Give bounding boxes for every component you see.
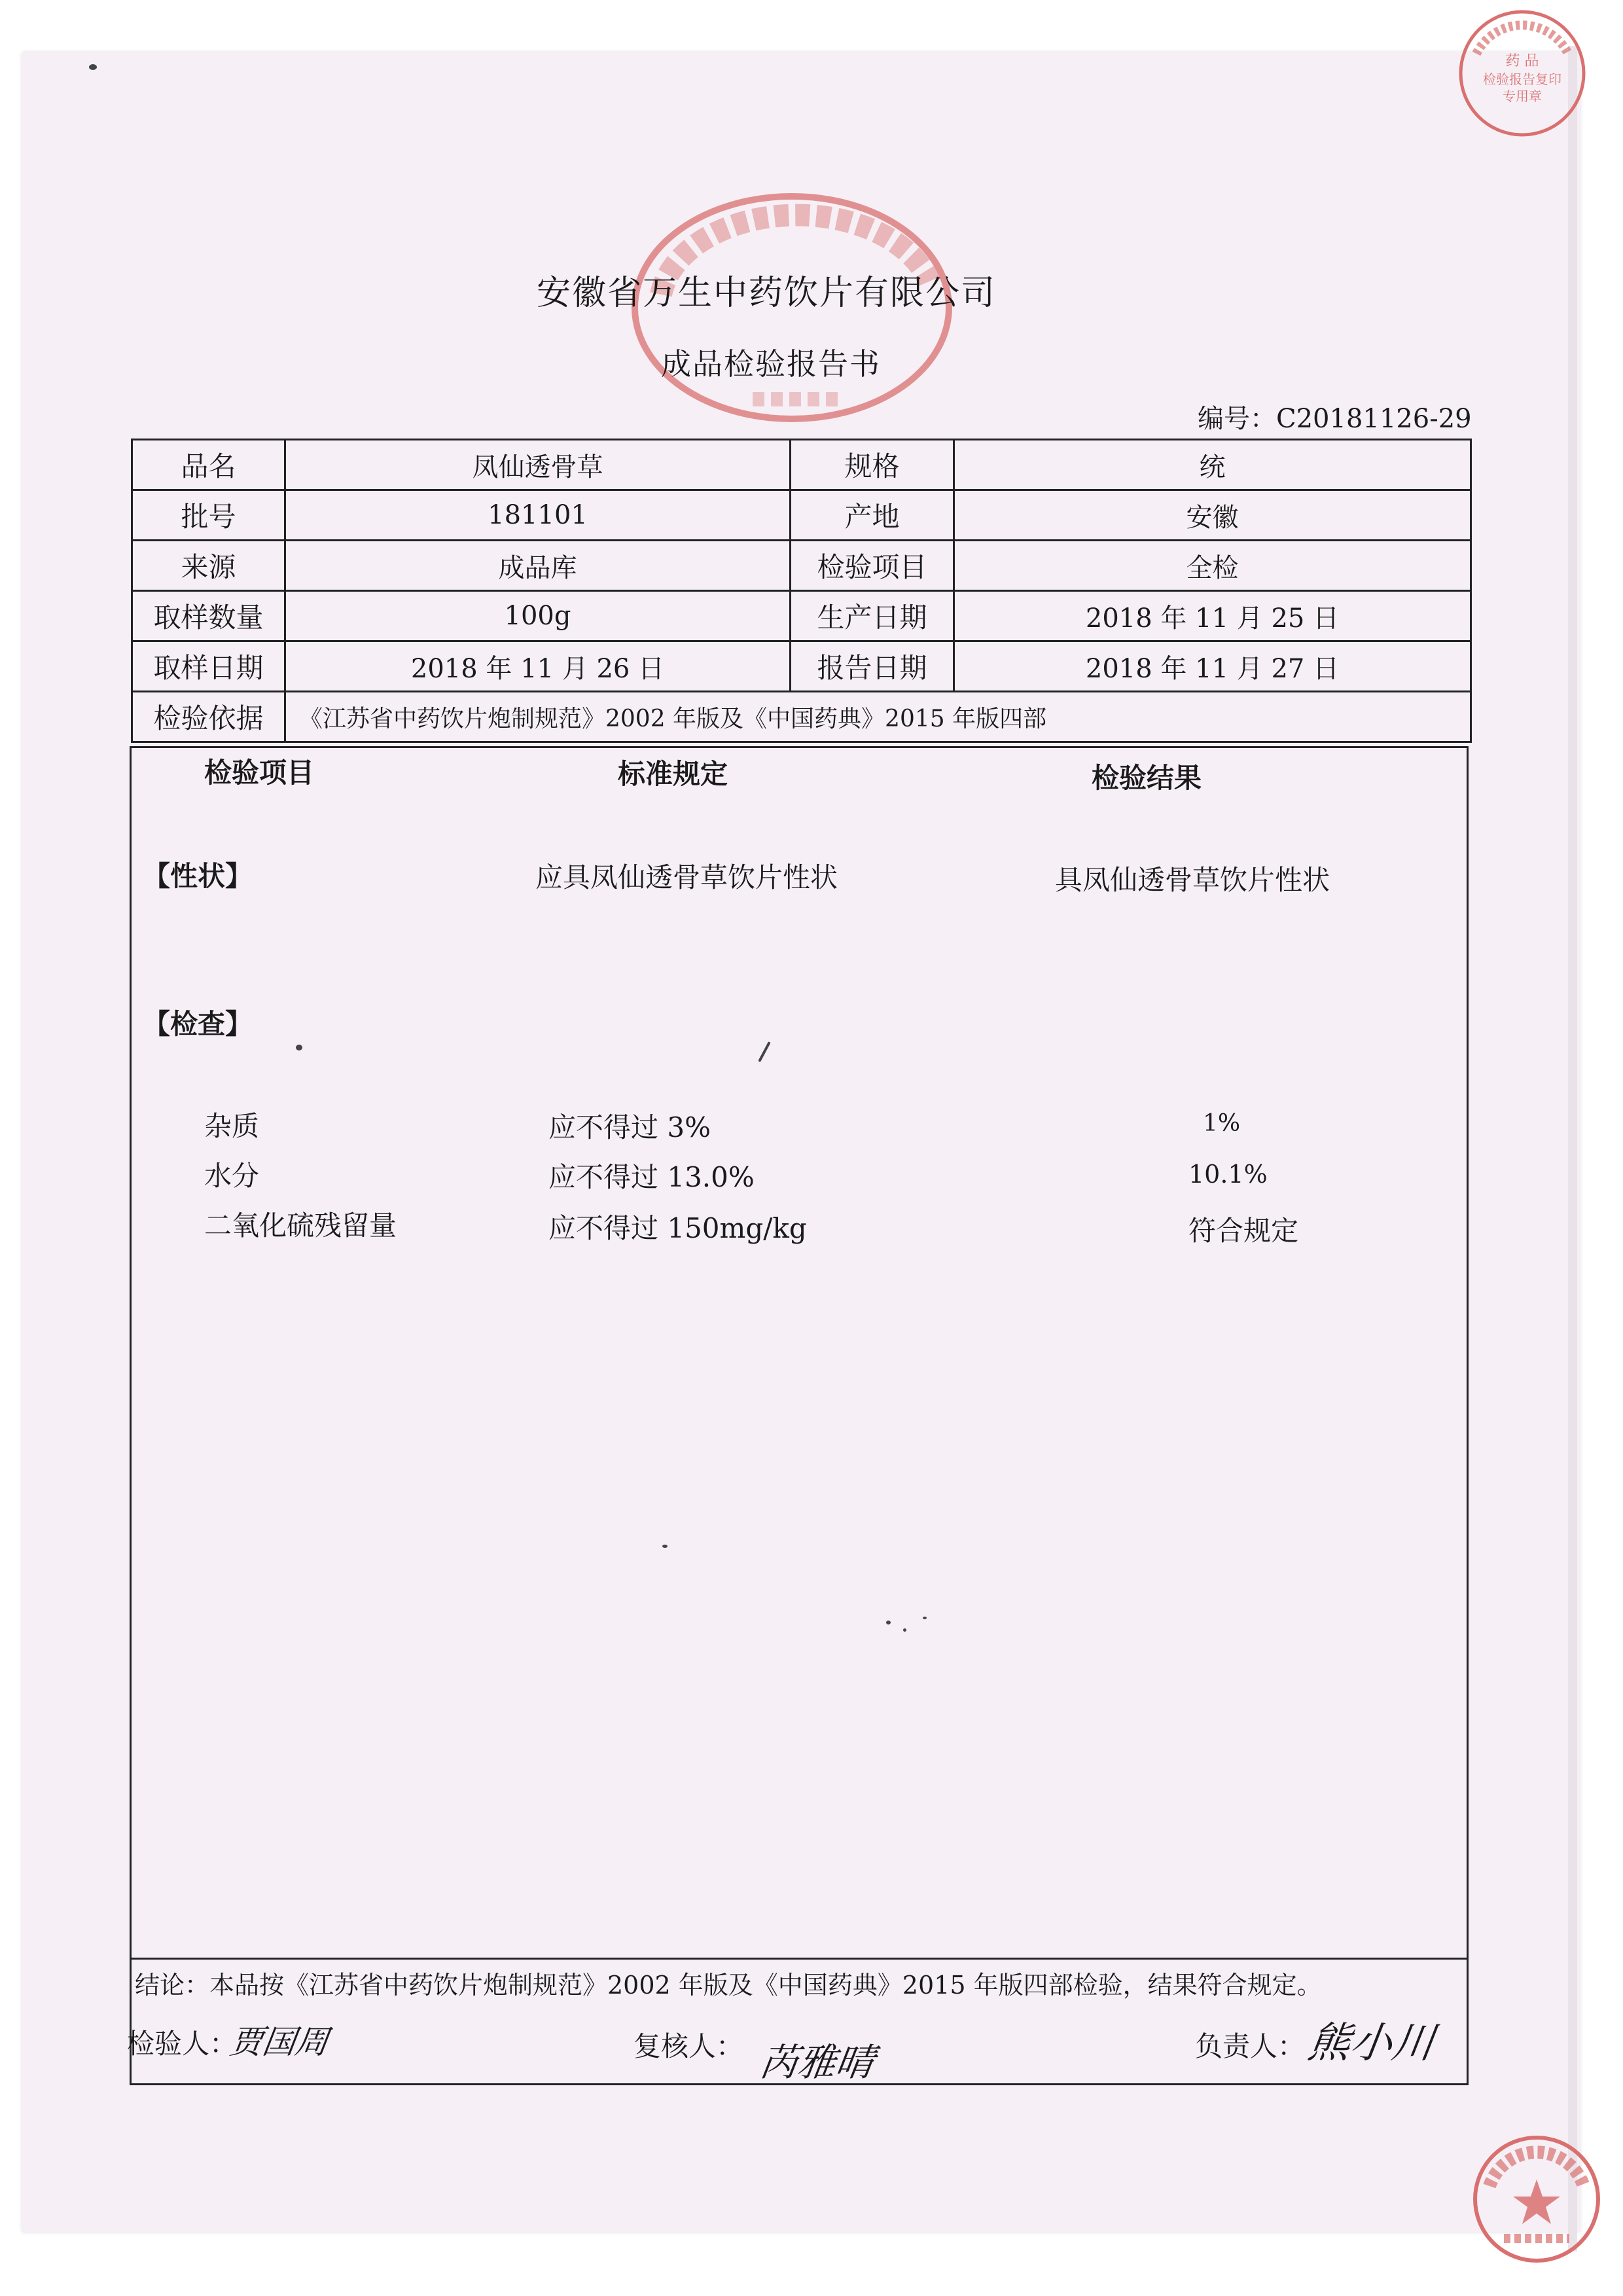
check-section: 【检查】 — [143, 1008, 253, 1040]
report-number: 编号：C20181126-29 — [1198, 404, 1472, 434]
row-result: 10.1% — [1188, 1160, 1268, 1189]
basis: 《江苏省中药饮片炮制规范》2002 年版及《中国药典》2015 年版四部 — [285, 692, 1471, 742]
row-item: 杂质 — [204, 1110, 260, 1142]
report-date: 2018 年 11 月 27 日 — [954, 641, 1471, 692]
source: 成品库 — [285, 541, 791, 591]
top-right-seal — [1457, 8, 1588, 139]
spec: 统 — [954, 440, 1471, 490]
svg-text:药 品: 药 品 — [1505, 53, 1539, 69]
characters-result: 具凤仙透骨草饮片性状 — [1055, 864, 1330, 896]
table-row — [132, 692, 1471, 742]
reviewer-label: 复核人： — [633, 2030, 744, 2062]
origin-label: 产地 — [791, 490, 954, 541]
col-item-header: 检验项目 — [204, 757, 315, 789]
col-standard-header: 标准规定 — [618, 758, 728, 790]
row-result: 符合规定 — [1188, 1215, 1299, 1247]
paper-edge — [1568, 46, 1577, 2251]
batch-label: 批号 — [132, 490, 285, 541]
production-date-label: 生产日期 — [791, 591, 954, 641]
col-result-header: 检验结果 — [1092, 762, 1202, 794]
row-standard: 应不得过 150mg/kg — [548, 1212, 807, 1244]
sample-date-label: 取样日期 — [132, 641, 285, 692]
scan-speck — [886, 1621, 891, 1624]
product-name-label: 品名 — [132, 440, 285, 490]
sample-qty: 100g — [285, 591, 791, 641]
spec-label: 规格 — [791, 440, 954, 490]
basis-label: 检验依据 — [132, 692, 285, 742]
results-frame — [130, 746, 1469, 2085]
origin: 安徽 — [954, 490, 1471, 541]
inspector-signature: 贾国周 — [227, 2023, 331, 2061]
report-date-label: 报告日期 — [791, 641, 954, 692]
scan-speck — [923, 1617, 927, 1619]
scan-speck — [89, 64, 97, 70]
batch: 181101 — [285, 490, 791, 541]
row-standard: 应不得过 3% — [548, 1111, 711, 1143]
responsible-signature: 熊小川 — [1304, 2019, 1438, 2068]
report-title: 成品检验报告书 — [661, 346, 881, 382]
scan-speck — [662, 1545, 668, 1548]
scan-speck — [296, 1045, 302, 1050]
info-table — [131, 439, 1472, 743]
product-name: 凤仙透骨草 — [285, 440, 791, 490]
table-row — [132, 641, 1471, 692]
responsible-label: 负责人： — [1195, 2030, 1306, 2062]
bottom-right-seal — [1471, 2134, 1602, 2265]
source-label: 来源 — [132, 541, 285, 591]
row-item: 水分 — [204, 1160, 260, 1192]
test-items: 全检 — [954, 541, 1471, 591]
characters-section: 【性状】 — [143, 860, 253, 892]
conclusion-divider — [132, 1958, 1467, 1960]
table-row — [132, 541, 1471, 591]
company-name: 安徽省万生中药饮片有限公司 — [537, 274, 997, 313]
production-date: 2018 年 11 月 25 日 — [954, 591, 1471, 641]
inspector-label: 检验人： — [127, 2028, 238, 2060]
row-standard: 应不得过 13.0% — [548, 1161, 755, 1193]
row-result: 1% — [1203, 1110, 1241, 1137]
test-items-label: 检验项目 — [791, 541, 954, 591]
table-row — [132, 591, 1471, 641]
row-item: 二氧化硫残留量 — [204, 1210, 397, 1242]
characters-standard: 应具凤仙透骨草饮片性状 — [535, 861, 838, 893]
sample-qty-label: 取样数量 — [132, 591, 285, 641]
table-row — [132, 440, 1471, 490]
sample-date: 2018 年 11 月 26 日 — [285, 641, 791, 692]
table-row — [132, 490, 1471, 541]
scan-speck — [903, 1628, 906, 1632]
reviewer-signature: 芮雅晴 — [757, 2040, 878, 2085]
svg-text:检验报告复印: 检验报告复印 — [1483, 71, 1561, 87]
svg-text:专用章: 专用章 — [1503, 88, 1542, 104]
conclusion: 结论：本品按《江苏省中药饮片炮制规范》2002 年版及《中国药典》2015 年版四部检验，结果符合规定。 — [135, 1971, 1322, 2000]
